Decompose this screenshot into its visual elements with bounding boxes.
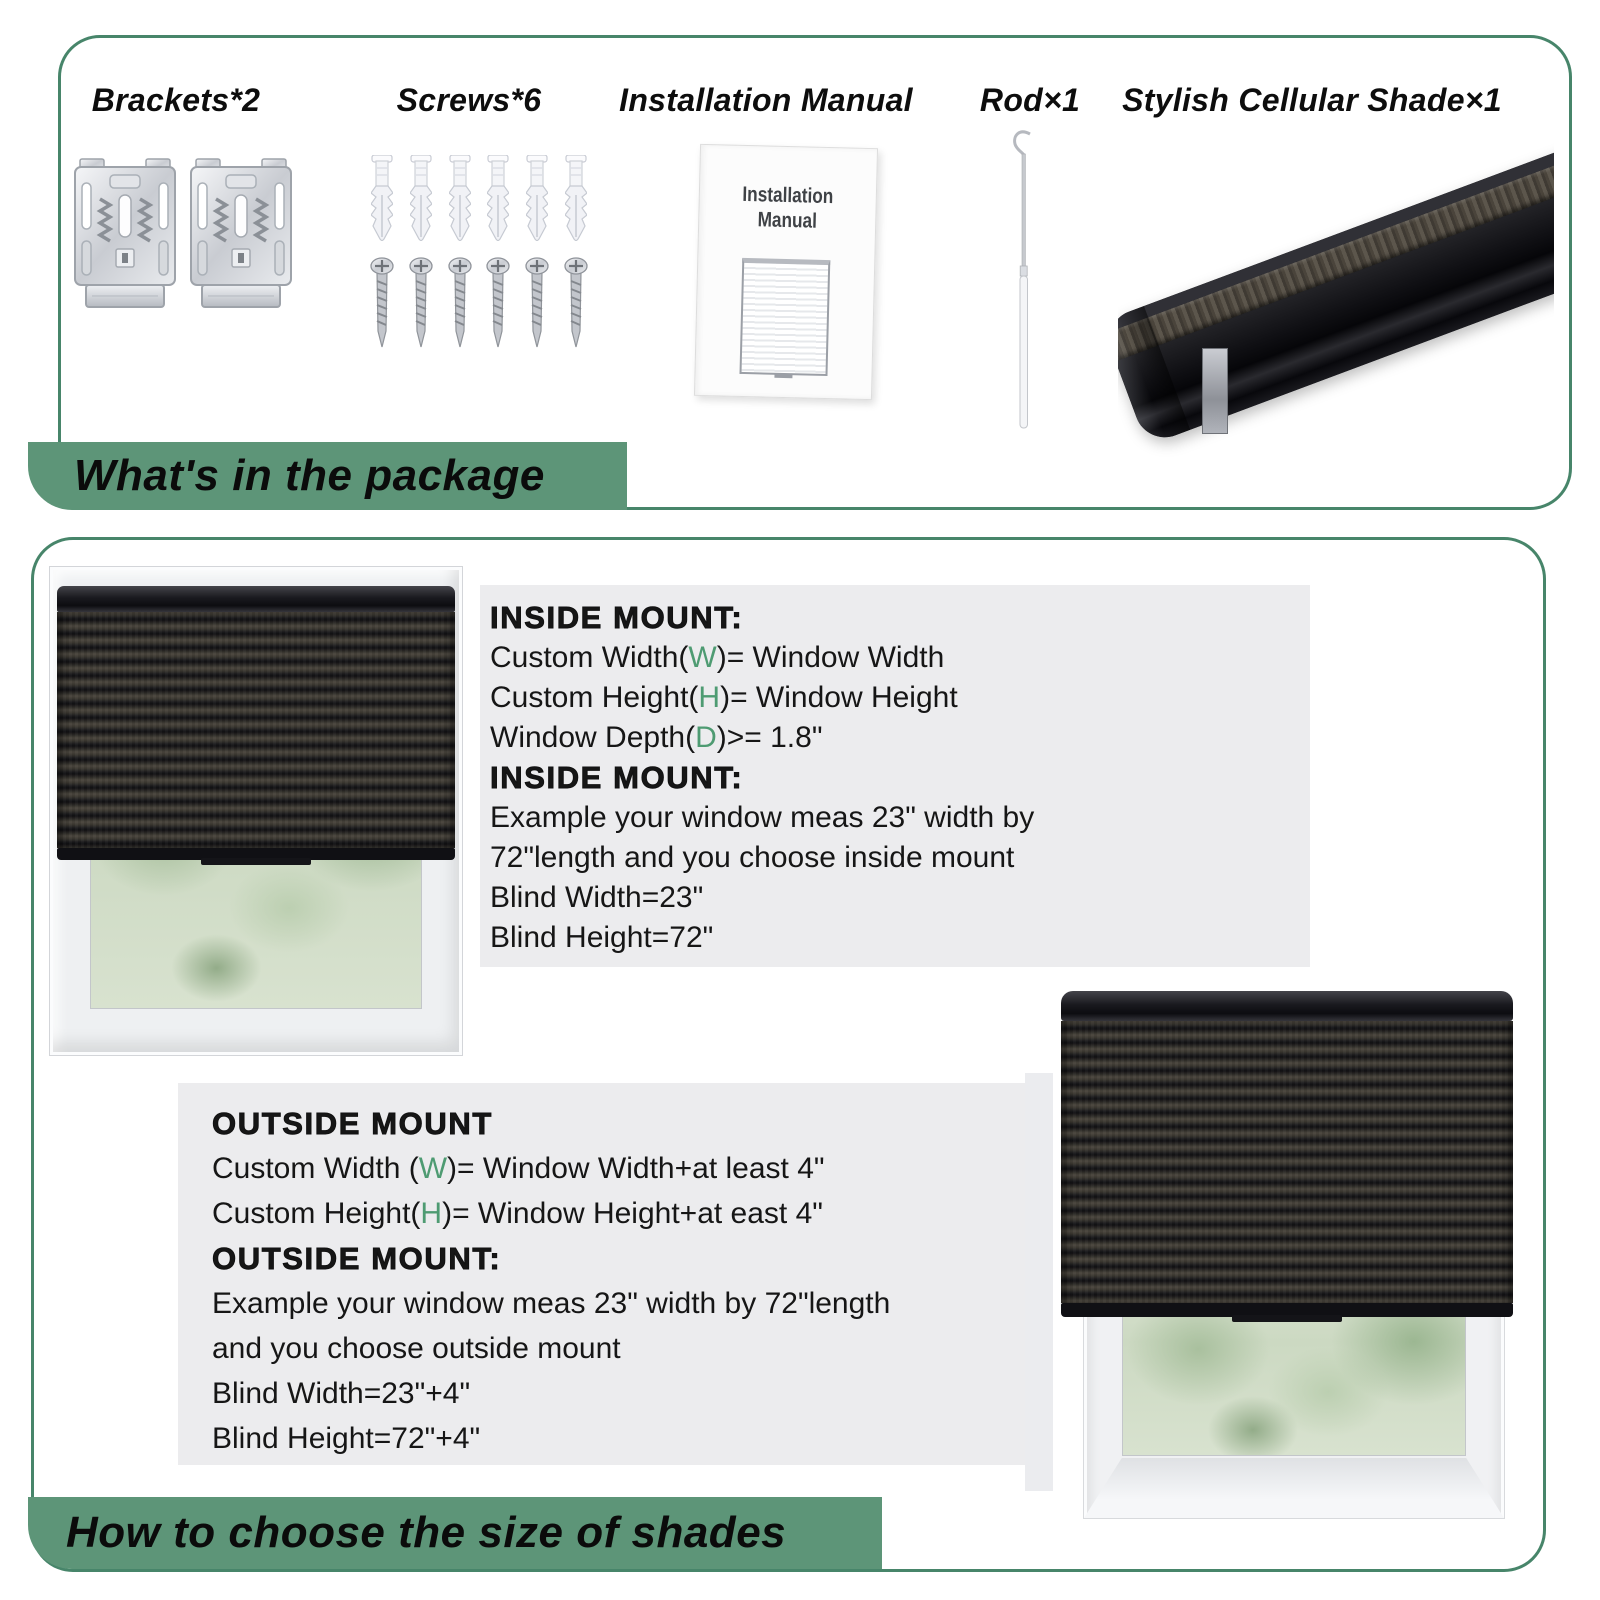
screw-image: [564, 257, 588, 349]
inside-height-line: Custom Height(H)= Window Height: [490, 681, 958, 714]
bracket-image: [188, 157, 294, 313]
cellular-shade-headrail-image: [1118, 122, 1554, 474]
rod-label: Rod×1: [979, 82, 1081, 118]
manual-shade-drawing: [739, 258, 830, 376]
inside-example-line-2: 72"length and you choose inside mount: [490, 841, 1015, 874]
bracket-image: [72, 157, 178, 313]
outside-blind-width: Blind Width=23"+4": [212, 1377, 471, 1410]
screw-image: [525, 257, 549, 349]
screw-image: [486, 257, 510, 349]
window-sill: [1084, 1458, 1504, 1518]
inside-blind-height: Blind Height=72": [490, 921, 714, 954]
inside-mount-window-photo: [45, 560, 467, 1058]
inside-depth-line: Window Depth(D)>= 1.8": [490, 721, 823, 754]
package-banner-title: What's in the package: [74, 451, 545, 500]
screw-image: [448, 257, 472, 349]
shade-handle: [1232, 1315, 1342, 1322]
outside-example-line-2: and you choose outside mount: [212, 1332, 621, 1365]
manual-label: Installation Manual: [619, 82, 913, 118]
wall-anchor-image: [487, 155, 509, 241]
inside-example-line-1: Example your window meas 23" width by: [490, 801, 1035, 834]
shade-pleats: [57, 612, 455, 848]
outside-example-line-1: Example your window meas 23" width by 72"length: [212, 1287, 891, 1320]
cellular-shade: [1061, 991, 1513, 1317]
outside-mount-heading-2: OUTSIDE MOUNT:: [212, 1241, 502, 1276]
brackets-label: Brackets*2: [91, 82, 261, 118]
rod-image: [1006, 128, 1046, 440]
outside-mount-window-photo: [1025, 985, 1517, 1525]
shade-pleats: [1061, 1021, 1513, 1303]
shade-headrail: [57, 586, 455, 612]
wall-anchor-image: [565, 155, 587, 241]
wall-anchor-image: [410, 155, 432, 241]
wall-anchor-image: [371, 155, 393, 241]
manual-cover-title: Installation Manual: [742, 182, 834, 233]
inside-mount-note: [480, 585, 1310, 967]
height-letter: H: [420, 1197, 443, 1230]
shade-handle: [201, 858, 311, 865]
outside-height-line: Custom Height(H)= Window Height+at east 4": [212, 1197, 823, 1230]
inside-mount-heading-2: INSIDE MOUNT:: [490, 760, 744, 795]
wall-anchor-image: [526, 155, 548, 241]
height-letter: H: [698, 681, 721, 714]
sizing-banner-title: How to choose the size of shades: [66, 1508, 787, 1557]
width-letter: W: [418, 1152, 448, 1185]
outside-mount-heading: OUTSIDE MOUNT: [212, 1106, 493, 1141]
cellular-shade: [57, 586, 455, 860]
headrail-clip: [1202, 348, 1228, 434]
inside-mount-heading: INSIDE MOUNT:: [490, 600, 744, 635]
sizing-banner: [28, 1497, 882, 1569]
shade-headrail: [1061, 991, 1513, 1021]
installation-manual-image: [694, 144, 878, 400]
screws-label: Screws*6: [396, 82, 542, 118]
wall-section: [1025, 1073, 1053, 1491]
screw-image: [409, 257, 433, 349]
outside-mount-note: [178, 1083, 1040, 1465]
width-letter: W: [688, 641, 717, 674]
depth-letter: D: [695, 721, 717, 754]
shade-label: Stylish Cellular Shade×1: [1122, 82, 1502, 118]
inside-blind-width: Blind Width=23": [490, 881, 704, 914]
package-banner: [28, 442, 627, 510]
inside-width-line: Custom Width(W)= Window Width: [490, 641, 945, 674]
wall-anchor-image: [449, 155, 471, 241]
outside-width-line: Custom Width (W)= Window Width+at least 4": [212, 1152, 825, 1185]
headrail-bar: [1118, 133, 1554, 446]
screw-image: [370, 257, 394, 349]
outside-blind-height: Blind Height=72"+4": [212, 1422, 481, 1455]
